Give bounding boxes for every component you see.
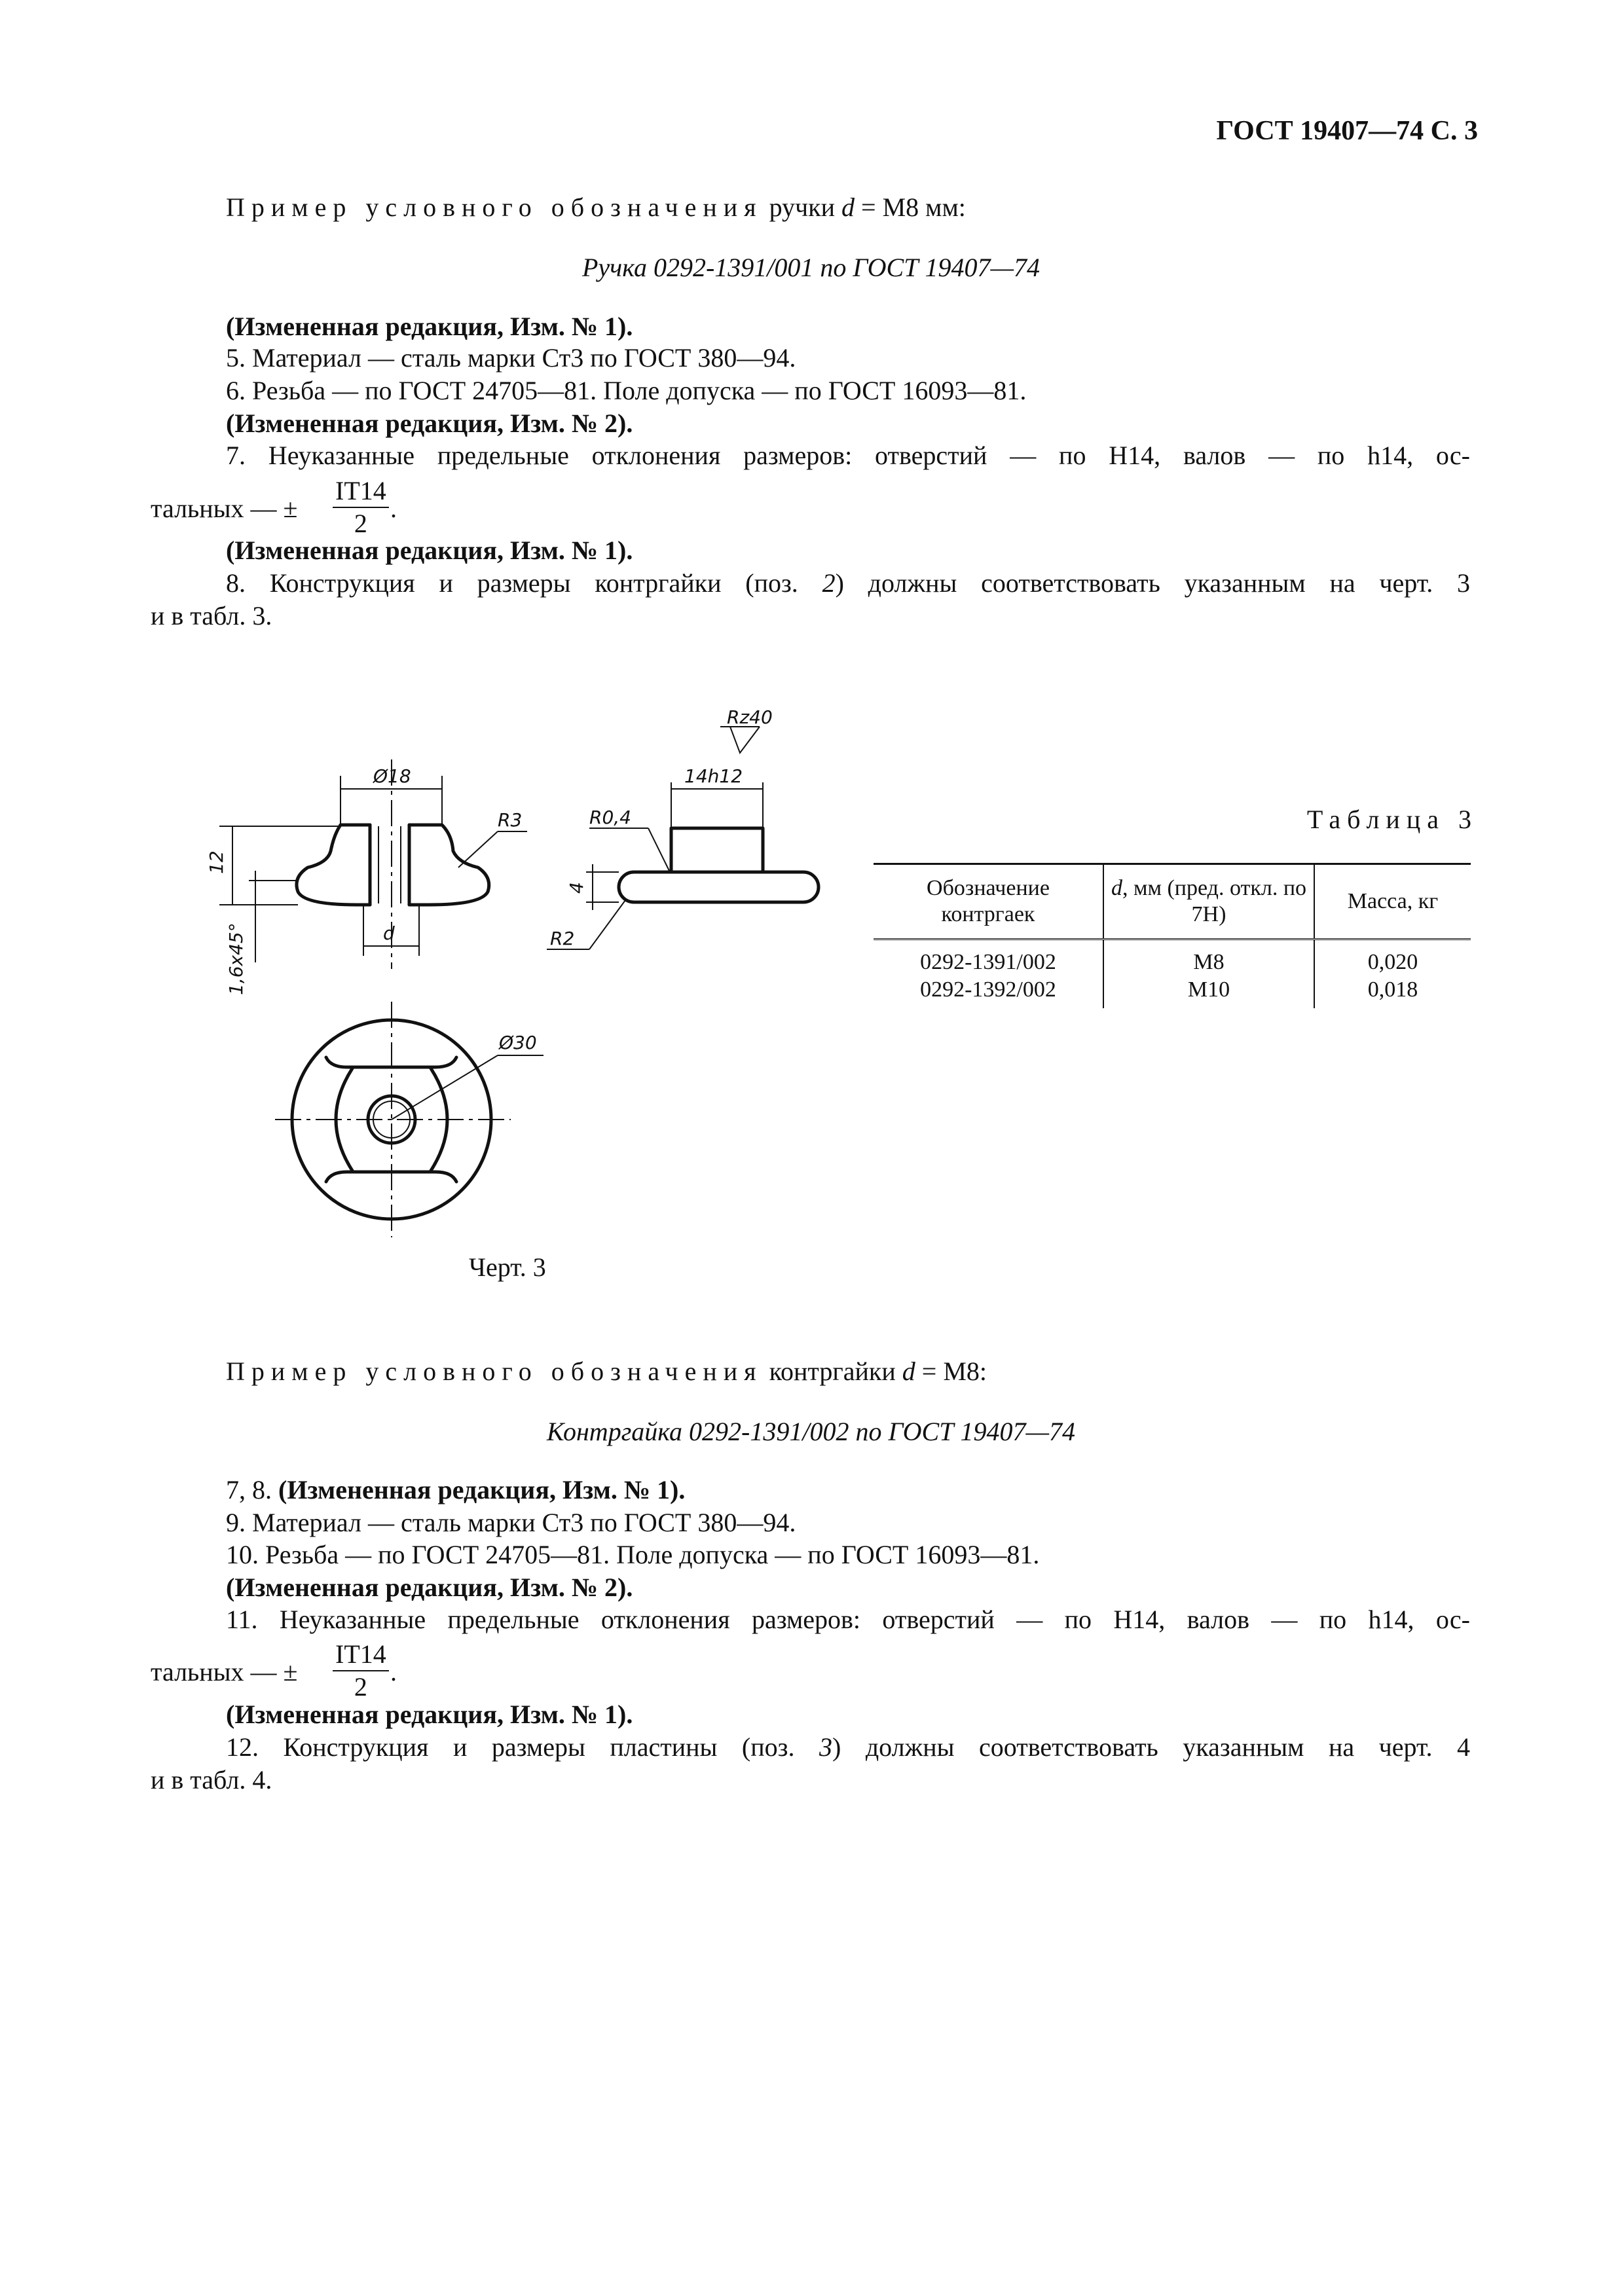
paragraph-9: 9. Материал — сталь марки Ст3 по ГОСТ 380—94. (226, 1508, 796, 1537)
fraction-it14 (333, 1641, 389, 1700)
revision-note: (Измененная редакция, Изм. № 1). (226, 1700, 633, 1729)
dim-d30: Ø30 (499, 1032, 537, 1053)
fraction-denominator: 2 (354, 1672, 367, 1702)
revision-note-line: 7, 8. (Измененная редакция, Изм. № 1). (226, 1475, 686, 1504)
example-line-2 (226, 1356, 987, 1387)
table-header-row (874, 864, 1471, 939)
example-rest-pre: контргайки (762, 1357, 902, 1386)
table-row (874, 939, 1471, 976)
cell-mass: 0,020 (1367, 950, 1418, 974)
col-designation: Обозначение контргаек (927, 876, 1050, 926)
table-row (874, 975, 1471, 1008)
dim-d: d (383, 922, 395, 944)
fraction-numerator: IT14 (333, 478, 389, 508)
designation-2: Контргайка 0292-1391/002 по ГОСТ 19407—74 (546, 1417, 1076, 1446)
cell-designation: 0292-1391/002 (920, 950, 1056, 974)
revision-note: (Измененная редакция, Изм. № 1). (226, 312, 633, 341)
example-var: d (902, 1357, 915, 1386)
designation-1: Ручка 0292-1391/001 по ГОСТ 19407—74 (581, 253, 1041, 282)
cell-d: М8 (1103, 939, 1314, 976)
paragraph-6: 6. Резьба — по ГОСТ 24705—81. Поле допуска — по ГОСТ 16093—81. (226, 376, 1027, 405)
dim-4: 4 (566, 882, 587, 894)
drawing-3 (183, 694, 851, 1257)
dim-r04: R0,4 (589, 807, 631, 828)
table (874, 863, 1471, 1008)
cell-d: М10 (1103, 975, 1314, 1008)
paragraph-8-line-2: и в табл. 3. (151, 601, 272, 630)
dim-d18: Ø18 (373, 765, 411, 787)
dim-14h12: 14h12 (684, 765, 743, 787)
paragraph-11-line-2: тальных — ± (151, 1657, 298, 1686)
dim-r3: R3 (498, 809, 523, 831)
cell-mass: 0,018 (1367, 977, 1418, 1002)
fraction-tail: . (390, 494, 397, 523)
dim-r2: R2 (550, 928, 575, 949)
example-line-1 (226, 192, 966, 223)
fraction-it14 (333, 478, 389, 537)
example-lead: Пример условного обозначения (226, 1357, 763, 1386)
revision-note: (Измененная редакция, Изм. № 2). (226, 409, 633, 438)
example-rest-post: = М8 мм: (855, 192, 966, 222)
dim-rz40: Rz40 (727, 706, 773, 728)
example-rest-pre: ручки (762, 192, 842, 222)
section-view (206, 759, 527, 995)
side-view (547, 706, 819, 949)
paragraph-8-line-1: 8. Конструкция и размеры контргайки (поз. 2) должны соответствовать указанным на черт. 3 (226, 568, 1470, 598)
paragraph-7-line-1: 7. Неуказанные предельные отклонения размеров: отверстий — по Н14, валов — по h14, ос- (226, 441, 1470, 470)
example-var: d (841, 192, 855, 222)
top-view (275, 1002, 544, 1237)
paragraph-7-line-2: тальных — ± (151, 494, 298, 523)
dim-chamfer: 1,6x45° (225, 922, 247, 995)
example-rest-post: = М8: (915, 1357, 987, 1386)
dim-12: 12 (206, 850, 227, 874)
col-mass: Масса, кг (1347, 889, 1439, 913)
fraction-tail: . (390, 1657, 397, 1686)
col-d: d, мм (пред. откл. по 7Н) (1103, 864, 1314, 939)
paragraph-12-line-1: 12. Конструкция и размеры пластины (поз. 3) должны соответствовать указанным на черт. 4 (226, 1732, 1470, 1762)
fraction-numerator: IT14 (333, 1641, 389, 1671)
paragraph-11-line-1: 11. Неуказанные предельные отклонения размеров: отверстий — по Н14, валов — по h14, ос- (226, 1605, 1470, 1634)
paragraph-10: 10. Резьба — по ГОСТ 24705—81. Поле допуска — по ГОСТ 16093—81. (226, 1540, 1040, 1569)
cell-designation: 0292-1392/002 (920, 977, 1056, 1002)
table-3 (874, 863, 1471, 1008)
drawing-caption: Черт. 3 (469, 1252, 546, 1282)
revision-note: (Измененная редакция, Изм. № 1). (226, 536, 633, 565)
example-lead: Пример условного обозначения (226, 192, 763, 222)
paragraph-12-line-2: и в табл. 4. (151, 1765, 272, 1795)
fraction-denominator: 2 (354, 509, 367, 538)
page-header: ГОСТ 19407—74 С. 3 (1216, 116, 1478, 146)
revision-note: (Измененная редакция, Изм. № 2). (226, 1573, 633, 1602)
paragraph-5: 5. Материал — сталь марки Ст3 по ГОСТ 380—94. (226, 343, 796, 373)
table-title: Таблица 3 (1306, 805, 1478, 834)
